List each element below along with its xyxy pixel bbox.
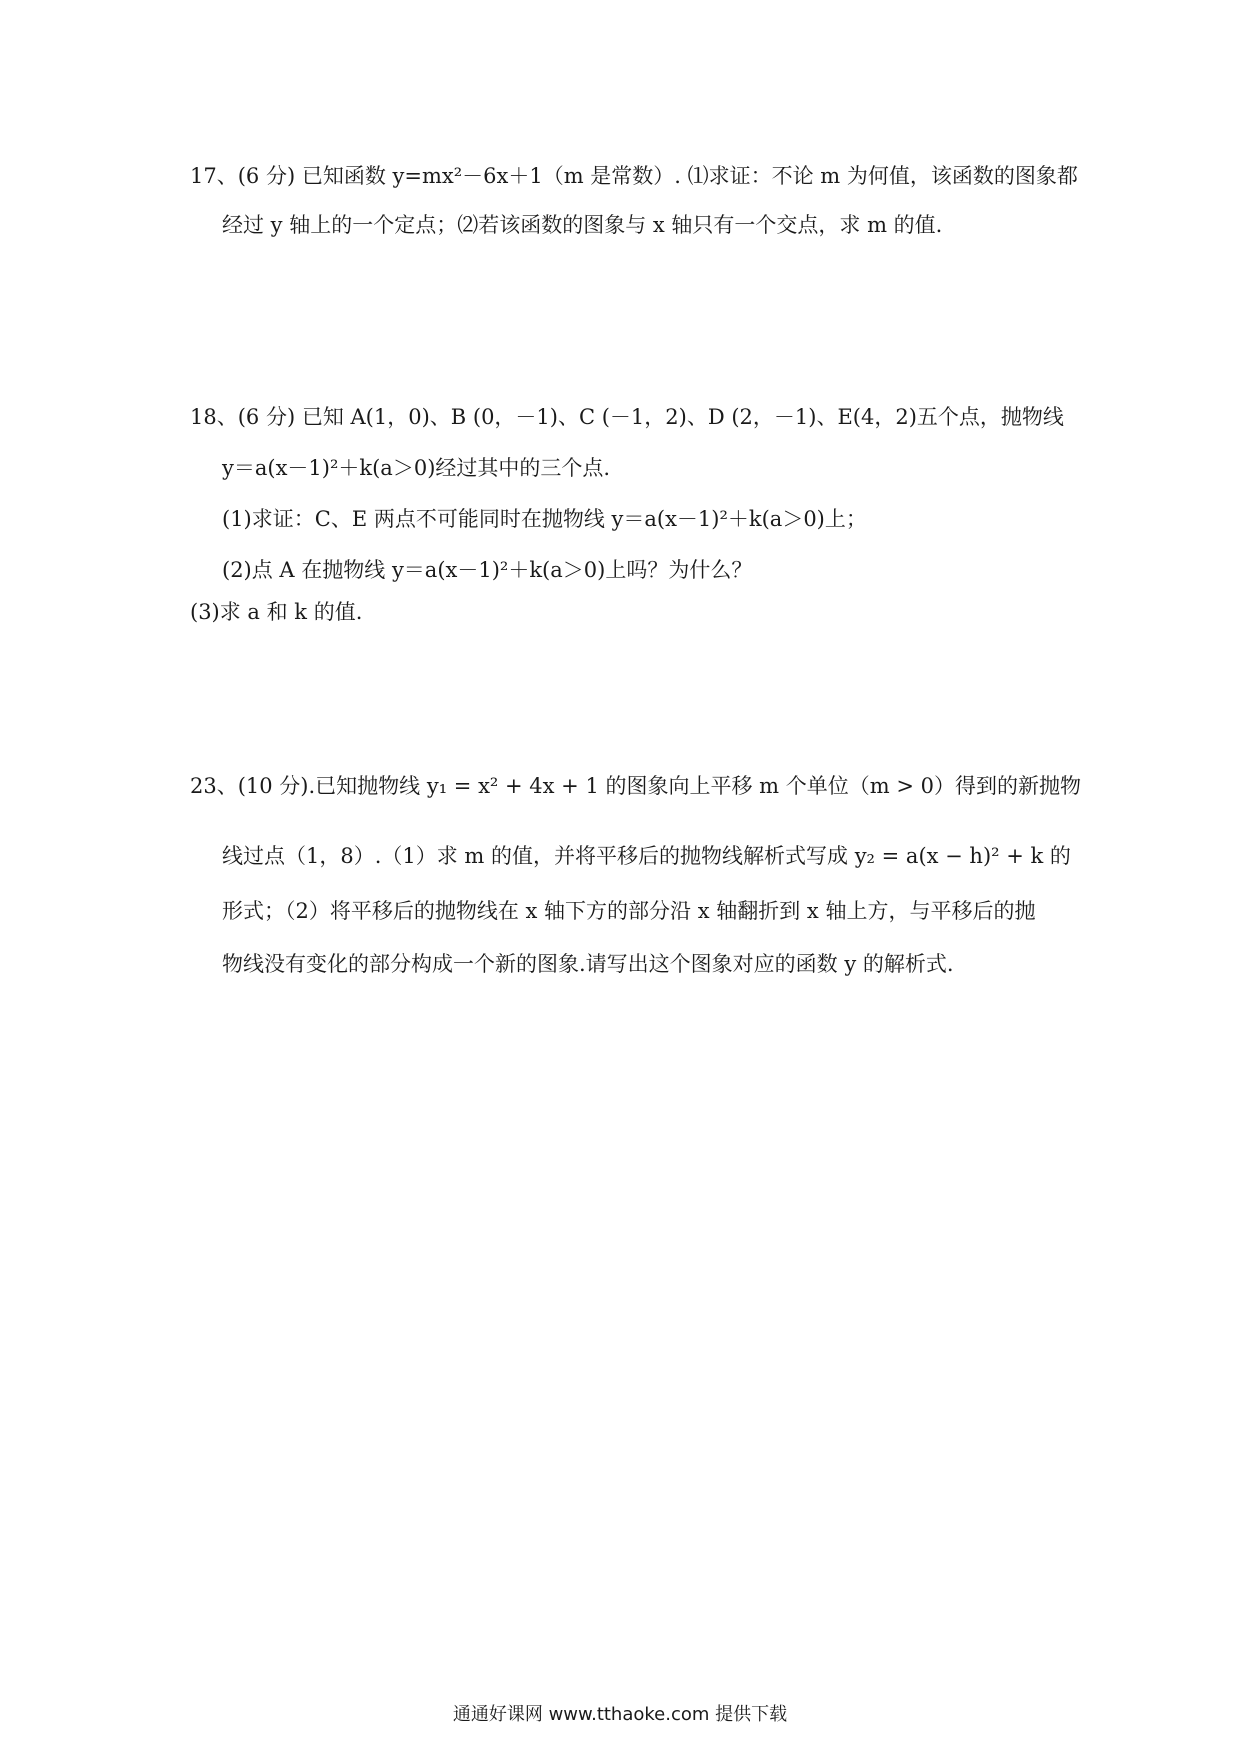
problem-18-part-1: (1)求证：C、E 两点不可能同时在抛物线 y＝a(x－1)²＋k(a＞0)上； — [222, 507, 867, 531]
problem-18-line-1: 18、(6 分) 已知 A(1，0)、B (0，－1)、C (－1，2)、D (2，－1)、E(4，2)五个点，抛物线 — [190, 405, 1064, 429]
problem-18-part-3: (3)求 a 和 k 的值. — [190, 600, 363, 624]
page-footer: 通通好课网 www.tthaoke.com 提供下载 — [452, 1704, 788, 1725]
problem-18-line-2: y＝a(x－1)²＋k(a＞0)经过其中的三个点. — [222, 456, 611, 480]
problem-23-line-2: 线过点（1，8）.（1）求 m 的值，并将平移后的抛物线解析式写成 y₂ = a(x − h)² + k 的 — [222, 844, 1071, 868]
problem-18-part-2: (2)点 A 在抛物线 y＝a(x－1)²＋k(a＞0)上吗？为什么？ — [222, 558, 753, 582]
problem-17-line-2: 经过 y 轴上的一个定点；⑵若该函数的图象与 x 轴只有一个交点，求 m 的值. — [222, 213, 943, 237]
problem-23-line-3: 形式；（2）将平移后的抛物线在 x 轴下方的部分沿 x 轴翻折到 x 轴上方，与平移后的抛 — [222, 899, 1036, 923]
problem-23-line-1: 23、(10 分).已知抛物线 y₁ = x² + 4x + 1 的图象向上平移 m 个单位（m > 0）得到的新抛物 — [190, 774, 1081, 798]
problem-23-line-4: 物线没有变化的部分构成一个新的图象.请写出这个图象对应的函数 y 的解析式. — [222, 952, 954, 976]
problem-17-line-1: 17、(6 分) 已知函数 y=mx²－6x＋1（m 是常数）. ⑴求证：不论 m 为何值，该函数的图象都 — [190, 164, 1078, 188]
